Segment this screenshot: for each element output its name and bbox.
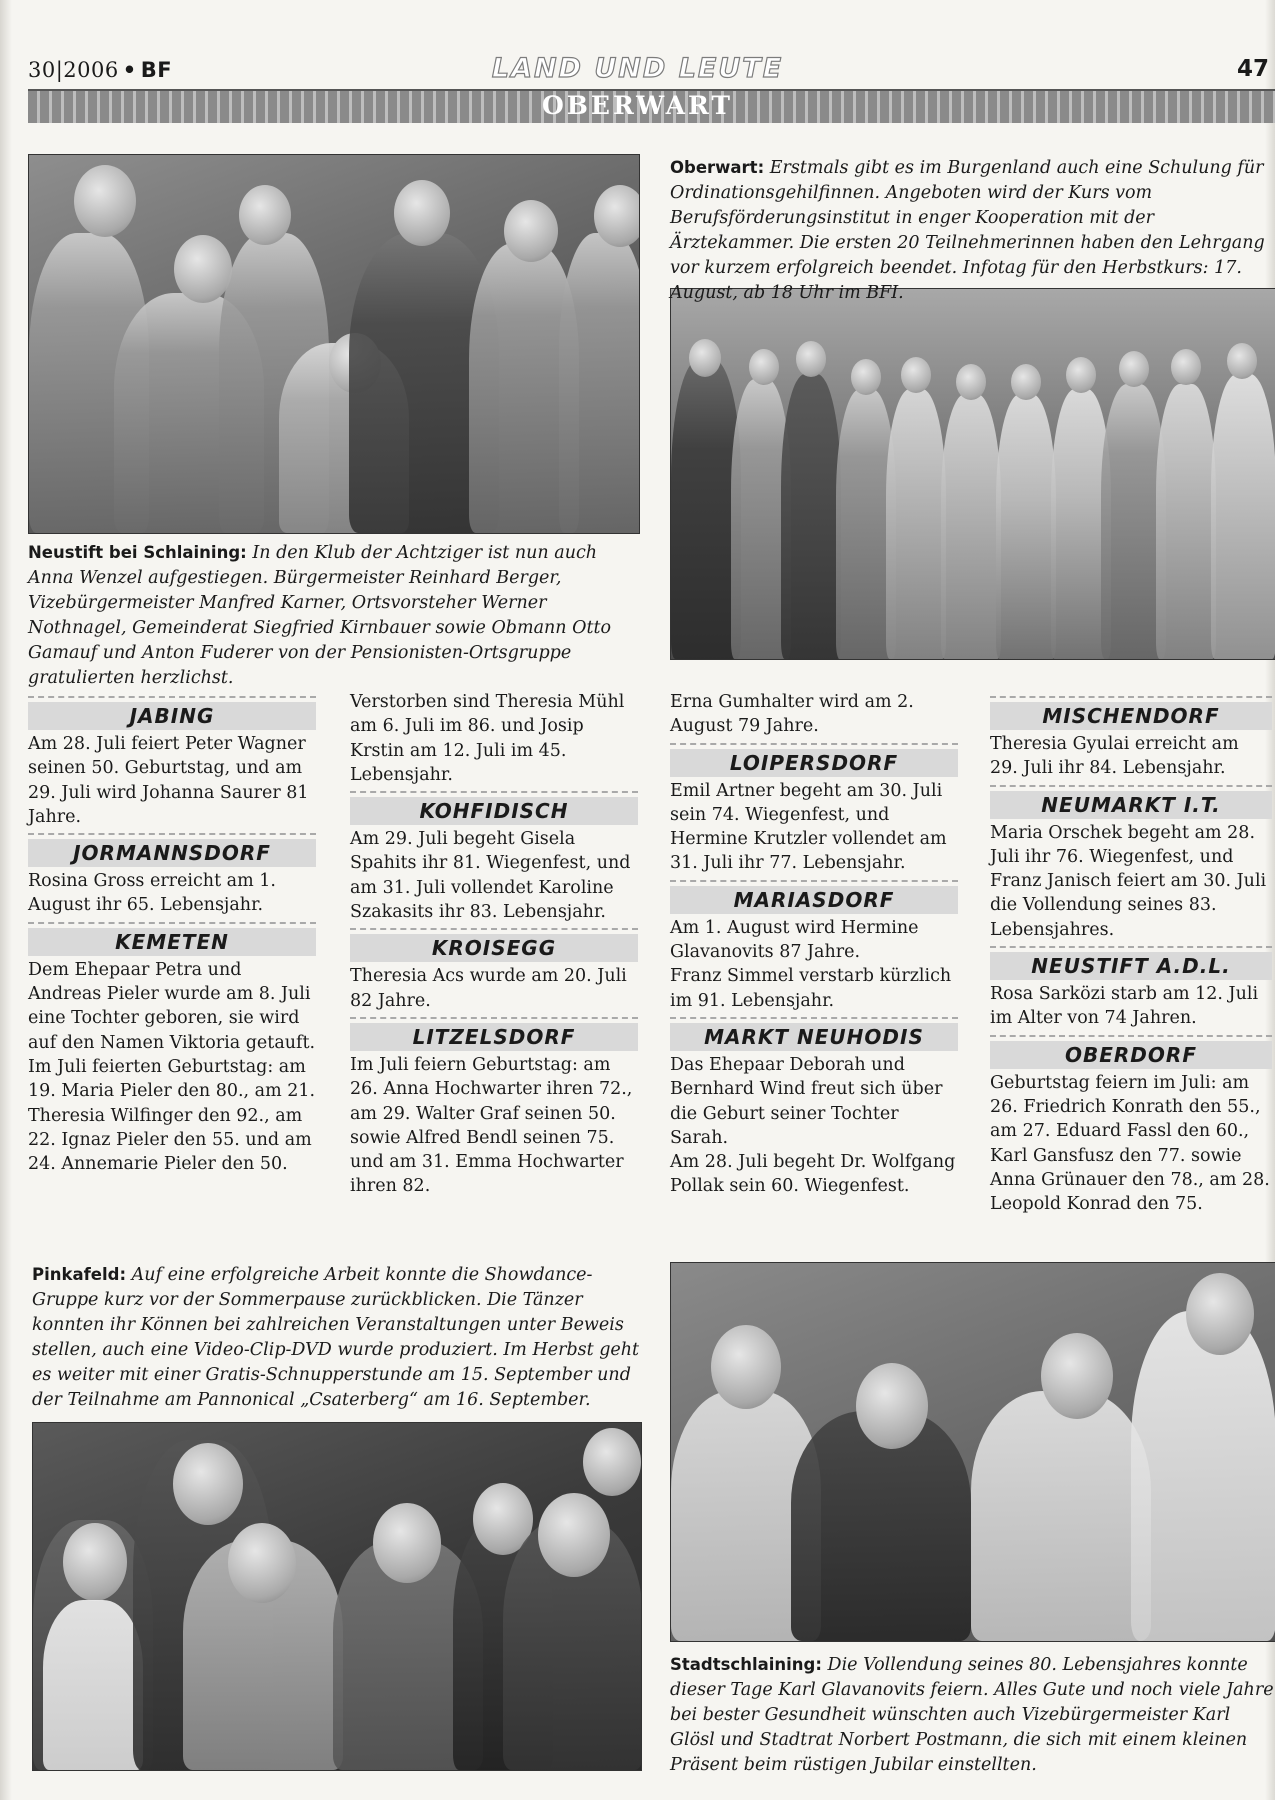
caption-pinkafeld	[32, 1262, 642, 1413]
section-divider	[990, 1035, 1272, 1037]
news-section	[990, 946, 1272, 1031]
caption-place: Pinkafeld:	[32, 1265, 127, 1284]
caption-neustift	[28, 540, 643, 691]
news-paragraph: Rosa Sarközi starb am 12. Juli im Alter von 74 Jahren.	[990, 984, 1259, 1029]
news-paragraph: Dem Ehepaar Petra und Andreas Pieler wurde am 8. Juli eine Tochter geboren, sie wird auf den Namen Viktoria getauft.	[28, 959, 316, 1053]
magazine-name: BF	[140, 58, 173, 82]
news-section	[350, 791, 638, 924]
news-paragraph: Emil Artner begeht am 30. Juli sein 74. Wiegenfest, und Hermine Krutzler vollendet am 31. Juli ihr 77. Lebensjahr.	[670, 780, 947, 874]
section-divider	[670, 743, 958, 745]
town-heading: KOHFIDISCH	[350, 797, 638, 825]
column-4	[990, 692, 1272, 1220]
section-divider	[670, 880, 958, 882]
section-divider	[350, 791, 638, 793]
news-paragraph: Franz Simmel verstarb kürzlich im 91. Lebensjahr.	[670, 966, 952, 1011]
news-section	[28, 696, 316, 829]
town-heading: OBERDORF	[990, 1041, 1272, 1069]
town-heading: JABING	[28, 702, 316, 730]
section-divider	[670, 1017, 958, 1019]
caption-place: Neustift bei Schlaining:	[28, 543, 247, 562]
news-paragraph: Erna Gumhalter wird am 2. August 79 Jahre.	[670, 692, 914, 737]
photo-pinkafeld-dancers	[32, 1422, 642, 1771]
news-section	[28, 922, 316, 1177]
section-divider	[28, 696, 316, 698]
caption-stadtschlaining	[670, 1652, 1275, 1778]
news-section	[670, 743, 958, 876]
town-heading: JORMANNSDORF	[28, 839, 316, 867]
photo-oberwart-class	[670, 288, 1275, 660]
news-paragraph: Am 28. Juli begeht Dr. Wolfgang Pollak sein 60. Wiegenfest.	[670, 1152, 956, 1197]
caption-oberwart	[670, 155, 1270, 306]
news-paragraph: Maria Orschek begeht am 28. Juli ihr 76. Wiegenfest, und Franz Janisch feiert am 30. Juli die Vollendung seines 83. Lebensjahres.	[990, 822, 1267, 940]
section-divider	[990, 946, 1272, 948]
column-1	[28, 692, 316, 1180]
section-divider	[990, 785, 1272, 787]
news-section	[670, 1017, 958, 1199]
news-paragraph: Am 28. Juli feiert Peter Wagner seinen 50. Geburtstag, und am 29. Juli wird Johanna Saurer 81 Jahre.	[28, 734, 309, 827]
page-edge-shadow	[0, 0, 12, 1800]
news-section	[350, 928, 638, 1013]
news-paragraph: Theresia Acs wurde am 20. Juli 82 Jahre.	[350, 966, 627, 1011]
column-3	[670, 686, 958, 1203]
section-divider	[28, 922, 316, 924]
news-section	[670, 690, 958, 739]
town-heading: NEUMARKT I.T.	[990, 791, 1272, 819]
section-divider	[990, 696, 1272, 698]
caption-text: Die Vollendung seines 80. Lebensjahres konnte dieser Tage Karl Glavanovits feiern. Alles Gute und noch viele Jahre bei bester Gesundheit wünschten auch Vizebürgermeister Karl Glösl und Stadtrat Norbert Postmann, die sich mit einem kleinen Präsent beim rüstigen Jubilar einstellten.	[670, 1655, 1274, 1775]
news-section	[28, 833, 316, 918]
news-paragraph: Rosina Gross erreicht am 1. August ihr 65. Lebensjahr.	[28, 871, 276, 916]
town-heading: MARKT NEUHODIS	[670, 1023, 958, 1051]
page-number: 47	[1236, 56, 1269, 82]
news-section	[670, 880, 958, 1013]
news-paragraph: Das Ehepaar Deborah und Bernhard Wind freut sich über die Geburt seiner Tochter Sarah.	[670, 1054, 943, 1148]
news-section	[990, 785, 1272, 942]
section-divider	[350, 1017, 638, 1019]
news-section	[350, 690, 638, 787]
town-heading: LITZELSDORF	[350, 1023, 638, 1051]
news-section	[350, 1017, 638, 1199]
region-title: OBERWART	[541, 91, 733, 120]
issue-number: 30|2006	[28, 58, 119, 82]
town-heading: KEMETEN	[28, 928, 316, 956]
news-paragraph: Geburtstag feiern im Juli: am 26. Friedrich Konrath den 55., am 27. Eduard Fassl den 60., Karl Gansfusz den 77. sowie Anna Grünauer den 78., am 28. Leopold Konrad den 75.	[990, 1072, 1270, 1215]
section-divider	[350, 928, 638, 930]
town-heading: LOIPERSDORF	[670, 749, 958, 777]
separator-dot: •	[122, 58, 137, 82]
caption-text: Auf eine erfolgreiche Arbeit konnte die Showdance-Gruppe kurz vor der Sommerpause zurückblicken. Die Tänzer konnten ihr Können bei zahlreichen Veranstaltungen unter Beweis stellen, auch eine Video-Clip-DVD wurde produziert. Im Herbst geht es weiter mit einer Gratis-Schnupperstunde am 15. September und der Teilnahme am Pannonical „Csaterberg“ am 16. September.	[32, 1265, 640, 1410]
news-paragraph: Im Juli feiern Geburtstag: am 26. Anna Hochwarter ihren 72., am 29. Walter Graf seinen 50. sowie Alfred Bendl seinen 75. und am 31. Emma Hochwarter ihren 82.	[350, 1054, 633, 1197]
news-paragraph: Verstorben sind Theresia Mühl am 6. Juli im 86. und Josip Krstin am 12. Juli im 45. Lebensjahr.	[350, 692, 625, 785]
town-heading: NEUSTIFT A.D.L.	[990, 952, 1272, 980]
section-title: LAND UND LEUTE	[491, 53, 784, 84]
caption-place: Stadtschlaining:	[670, 1655, 822, 1674]
caption-place: Oberwart:	[670, 158, 765, 177]
news-section	[990, 1035, 1272, 1217]
news-paragraph: Im Juli feierten Geburtstag: am 19. Maria Pieler den 80., am 21. Theresia Wilfinger den 92., am 22. Ignaz Pieler den 55. und am 24. Annemarie Pieler den 50.	[28, 1056, 316, 1175]
photo-neustift-group	[28, 154, 640, 534]
caption-text: In den Klub der Achtziger ist nun auch Anna Wenzel aufgestiegen. Bürgermeister Reinhard Berger, Vizebürgermeister Manfred Karner, Ortsvorsteher Werner Nothnagel, Gemeinderat Siegfried Kirnbauer sowie Obmann Otto Gamauf und Anton Fuderer von der Pensionisten-Ortsgruppe gratulierten herzlichst.	[28, 543, 612, 688]
news-paragraph: Theresia Gyulai erreicht am 29. Juli ihr 84. Lebensjahr.	[990, 734, 1239, 779]
news-paragraph: Am 1. August wird Hermine Glavanovits 87 Jahre.	[670, 917, 919, 963]
news-section	[990, 696, 1272, 781]
caption-text: Erstmals gibt es im Burgenland auch eine Schulung für Ordinationsgehilfinnen. Angeboten wird der Kurs vom Berufsförderungsinstitut in enger Kooperation mit der Ärztekammer. Die ersten 20 Teilnehmerinnen haben den Lehrgang vor kurzem erfolgreich beendet. Infotag für den Herbstkurs: 17. August, ab 18 Uhr im BFI.	[670, 158, 1265, 303]
photo-stadtschlaining	[670, 1262, 1275, 1642]
section-divider	[28, 833, 316, 835]
town-heading: MISCHENDORF	[990, 702, 1272, 730]
news-paragraph: Am 29. Juli begeht Gisela Spahits ihr 81. Wiegenfest, und am 31. Juli vollendet Karoline Szakasits ihr 83. Lebensjahr.	[350, 829, 631, 923]
town-heading: KROISEGG	[350, 934, 638, 962]
column-2	[350, 686, 638, 1203]
town-heading: MARIASDORF	[670, 886, 958, 914]
